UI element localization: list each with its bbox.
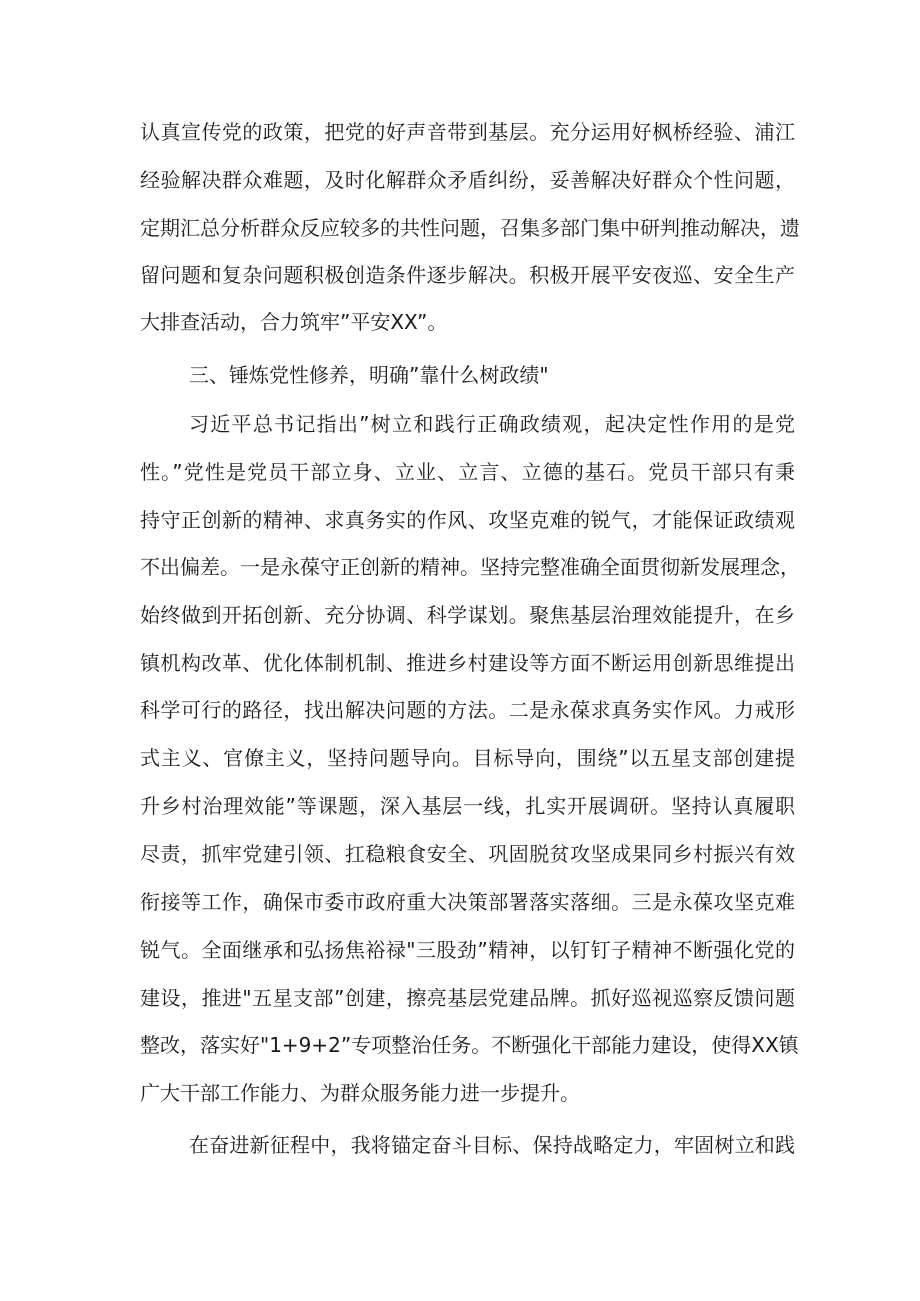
paragraph-line: 性。”党性是党员干部立身、立业、立言、立德的基石。党员干部只有秉	[140, 460, 795, 484]
paragraph-line: 升乡村治理效能”等课题，深入基层一线，扎实开展调研。坚持认真履职	[140, 794, 795, 818]
paragraph-line: 习近平总书记指出”树立和践行正确政绩观，起决定性作用的是党	[189, 412, 795, 436]
section-heading: 三、锤炼党性修养，明确”靠什么树政绩"	[189, 363, 549, 387]
paragraph-line: 建设，推进"五星支部”创建，擦亮基层党建品牌。抓好巡视巡察反馈问题	[140, 986, 795, 1010]
paragraph-line: 整改，落实好"1+9+2”专项整治任务。不断强化干部能力建设，使得XX镇	[140, 1033, 799, 1057]
paragraph-line: 科学可行的路径，找出解决问题的方法。二是永葆求真务实作风。力戒形	[140, 698, 795, 722]
paragraph-line: 留问题和复杂问题积极创造条件逐步解决。积极开展平安夜巡、安全生产	[140, 263, 795, 287]
paragraph-line: 式主义、官僚主义，坚持问题导向。目标导向，围绕”以五星支部创建提	[140, 746, 795, 770]
paragraph-line: 经验解决群众难题，及时化解群众矛盾纠纷，妥善解决好群众个性问题，	[140, 168, 795, 192]
paragraph-line: 锐气。全面继承和弘扬焦裕禄"三股劲”精神，以钉钉子精神不断强化党的	[140, 938, 795, 962]
paragraph-line: 尽责，抓牢党建引领、扛稳粮食安全、巩固脱贫攻坚成果同乡村振兴有效	[140, 842, 795, 866]
paragraph-line: 定期汇总分析群众反应较多的共性问题，召集多部门集中研判推动解决，遗	[140, 216, 800, 240]
paragraph-line: 在奋进新征程中，我将锚定奋斗目标、保持战略定力，牢固树立和践	[189, 1133, 795, 1157]
paragraph-line: 衔接等工作，确保市委市政府重大决策部署落实落细。三是永葆攻坚克难	[140, 890, 795, 914]
paragraph-line: 认真宣传党的政策，把党的好声音带到基层。充分运用好枫桥经验、浦江	[140, 120, 795, 144]
paragraph-line: 镇机构改革、优化体制机制、推进乡村建设等方面不断运用创新思维提出	[140, 651, 795, 675]
paragraph-line: 持守正创新的精神、求真务实的作风、攻坚克难的锐气，才能保证政绩观	[140, 508, 795, 532]
paragraph-line: 大排查活动，合力筑牢”平安XX”。	[140, 310, 448, 334]
paragraph-line: 不出偏差。一是永葆守正创新的精神。坚持完整准确全面贯彻新发展理念，	[140, 555, 800, 579]
paragraph-line: 始终做到开拓创新、充分协调、科学谋划。聚焦基层治理效能提升，在乡	[140, 603, 795, 627]
paragraph-line: 广大干部工作能力、为群众服务能力进一步提升。	[140, 1081, 580, 1105]
